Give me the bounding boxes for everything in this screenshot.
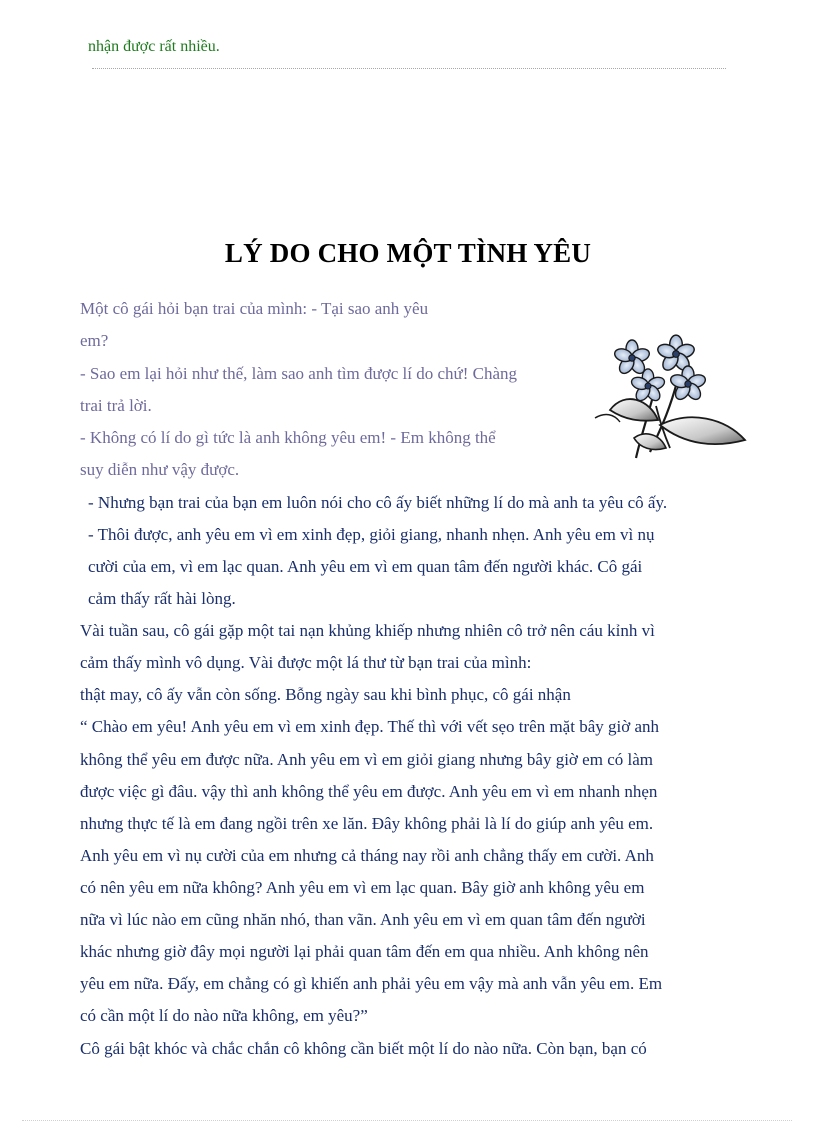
story-line: được việc gì đâu. vậy thì anh không thể yêu em được. Anh yêu em vì em nhanh nhẹn bbox=[80, 782, 658, 801]
story-line: cảm thấy rất hài lòng. bbox=[88, 589, 236, 608]
story-line: Anh yêu em vì nụ cười của em nhưng cả tháng nay rồi anh chẳng thấy em cười. Anh bbox=[80, 846, 654, 865]
story-line: Vài tuần sau, cô gái gặp một tai nạn khủng khiếp nhưng nhiên cô trở nên cáu kỉnh vì bbox=[80, 621, 655, 640]
story-line: có cần một lí do nào nữa không, em yêu?” bbox=[80, 1006, 368, 1025]
story-line: Một cô gái hỏi bạn trai của mình: - Tại sao anh yêu bbox=[80, 299, 429, 318]
story-line: yêu em nữa. Đấy, em chẳng có gì khiến anh phải yêu em vậy mà anh vẫn yêu em. Em bbox=[80, 974, 663, 993]
story-line: cảm thấy mình vô dụng. Vài được một lá thư từ bạn trai của mình: bbox=[80, 653, 532, 672]
continuation-text: nhận được rất nhiều. bbox=[88, 38, 220, 55]
story-line: em? bbox=[80, 331, 109, 350]
story-line: - Thôi được, anh yêu em vì em xinh đẹp, giỏi giang, nhanh nhẹn. Anh yêu em vì nụ bbox=[88, 525, 655, 544]
story-line: không thể yêu em được nữa. Anh yêu em vì em giỏi giang nhưng bây giờ em có làm bbox=[80, 750, 653, 769]
flower-bouquet-icon bbox=[590, 330, 750, 470]
story-line: Cô gái bật khóc và chắc chắn cô không cần biết một lí do nào nữa. Còn bạn, bạn có bbox=[80, 1039, 647, 1058]
story-line: nhưng thực tế là em đang ngồi trên xe lăn. Đây không phải là lí do giúp anh yêu em. bbox=[80, 814, 654, 833]
footer-divider bbox=[22, 1120, 792, 1121]
story-line: có nên yêu em nữa không? Anh yêu em vì em lạc quan. Bây giờ anh không yêu em bbox=[80, 878, 645, 897]
story-line: suy diễn như vậy được. bbox=[80, 460, 240, 479]
story-line: “ Chào em yêu! Anh yêu em vì em xinh đẹp. Thế thì với vết sẹo trên mặt bây giờ anh bbox=[80, 717, 660, 736]
story-line: khác nhưng giờ đây mọi người lại phải quan tâm đến em qua nhiều. Anh không nên bbox=[80, 942, 649, 961]
story-line: - Không có lí do gì tức là anh không yêu em! - Em không thể bbox=[80, 428, 496, 447]
story-line: nữa vì lúc nào em cũng nhăn nhó, than vãn. Anh yêu em vì em quan tâm đến người bbox=[80, 910, 646, 929]
story-title: LÝ DO CHO MỘT TÌNH YÊU bbox=[224, 238, 592, 268]
story-line: thật may, cô ấy vẫn còn sống. Bỗng ngày sau khi bình phục, cô gái nhận bbox=[80, 685, 571, 704]
story-line: cười của em, vì em lạc quan. Anh yêu em vì em quan tâm đến người khác. Cô gái bbox=[88, 557, 643, 576]
header-divider bbox=[92, 68, 726, 69]
story-line: trai trả lời. bbox=[80, 396, 152, 415]
story-line: - Nhưng bạn trai của bạn em luôn nói cho cô ấy biết những lí do mà anh ta yêu cô ấy. bbox=[88, 493, 668, 512]
story-line: - Sao em lại hỏi như thế, làm sao anh tìm được lí do chứ! Chàng bbox=[80, 364, 517, 383]
